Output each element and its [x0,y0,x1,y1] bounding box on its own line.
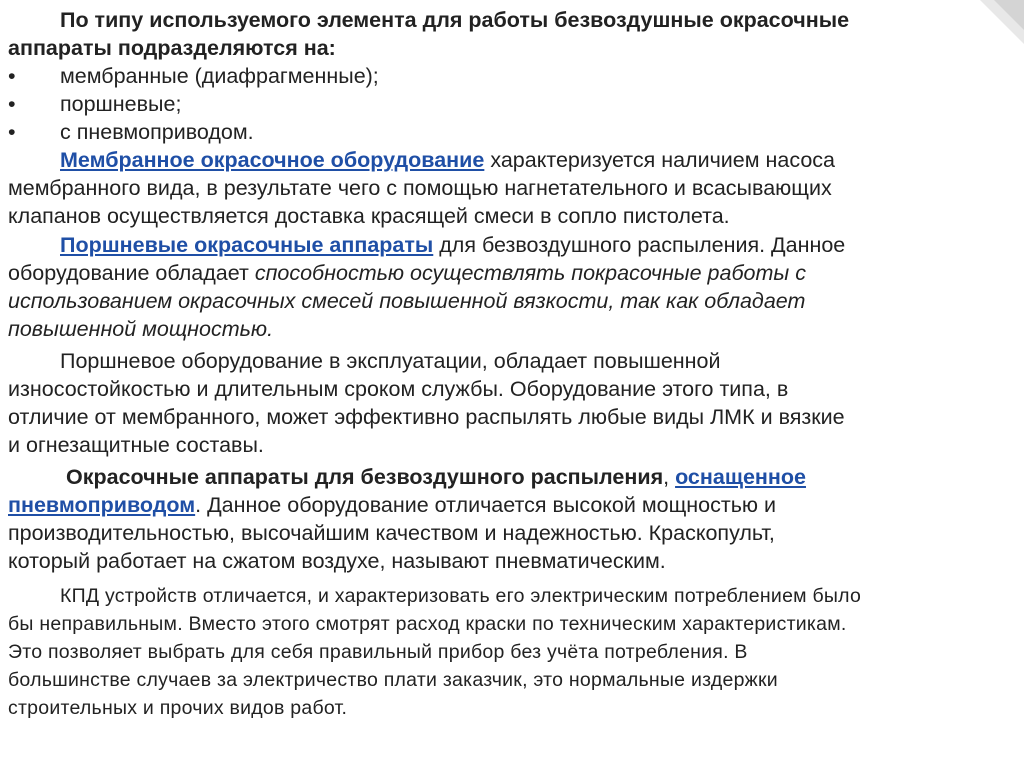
efficiency-line-4: большинстве случаев за электричество плати заказчик, это нормальные издержки [8,669,778,691]
efficiency-line-5: строительных и прочих видов работ. [8,697,348,719]
slide-corner-fold [994,0,1024,30]
piston-para-line-3: использованием окрасочных смесей повышенной вязкости, так как обладает [8,289,806,313]
piston-para-line-4: повышенной мощностью. [8,317,274,341]
piston-italic-text: способностью осуществлять покрасочные работы с [254,261,806,285]
pneumatic-drive-link[interactable]: пневмоприводом [8,493,196,517]
piston-use-line-2: износостойкостью и длительным сроком службы. Оборудование этого типа, в [8,377,789,401]
bullet-item: поршневые; [60,92,182,116]
pneumatic-text: . Данное оборудование отличается высокой мощностью и [195,493,777,517]
membrane-equipment-link[interactable]: Мембранное окрасочное оборудование [60,148,485,172]
membrane-text: характеризуется наличием насоса [484,148,836,172]
membrane-para-line-2: мембранного вида, в результате чего с помощью нагнетательного и всасывающих [8,176,832,200]
piston-use-line-1: Поршневое оборудование в эксплуатации, обладает повышенной [60,349,721,373]
bullet-item: мембранные (диафрагменные); [60,64,379,88]
piston-text: для безвоздушного распыления. Данное [433,233,846,257]
pneumatic-para-line-3: производительностью, высочайшим качеством и надежностью. Краскопульт, [8,521,775,545]
intro-line-1: По типу используемого элемента для работы безвоздушные окрасочные [60,8,850,32]
bullet-marker: • [8,92,16,116]
piston-use-line-4: и огнезащитные составы. [8,433,264,457]
pneumatic-link[interactable]: оснащенное [675,465,806,489]
intro-line-2: аппараты подразделяются на: [8,36,336,60]
membrane-para-line-3: клапанов осуществляется доставка красящей смеси в сопло пистолета. [8,204,730,228]
efficiency-line-2: бы неправильным. Вместо этого смотрят расход краски по техническим характеристикам. [8,613,847,635]
bullet-marker: • [8,64,16,88]
efficiency-line-3: Это позволяет выбрать для себя правильный прибор без учёта потребления. В [8,641,748,663]
membrane-para-line-1 [60,146,835,174]
bullet-item: с пневмоприводом. [60,120,254,144]
piston-text: оборудование обладает [8,261,255,285]
piston-apparatus-link[interactable]: Поршневые окрасочные аппараты [60,233,434,257]
piston-para-line-2 [8,259,806,287]
pneumatic-para-line-1 [66,463,806,491]
piston-use-line-3: отличие от мембранного, может эффективно распылять любые виды ЛМК и вязкие [8,405,845,429]
efficiency-line-1: КПД устройств отличается, и характеризовать его электрическим потреблением было [60,585,862,607]
bullet-marker: • [8,120,16,144]
pneumatic-bold-text: Окрасочные аппараты для безвоздушного распыления [66,465,664,489]
piston-para-line-1 [60,231,845,259]
pneumatic-comma: , [663,465,676,489]
pneumatic-para-line-4: который работает на сжатом воздухе, называют пневматическим. [8,549,666,573]
pneumatic-para-line-2 [8,491,776,519]
